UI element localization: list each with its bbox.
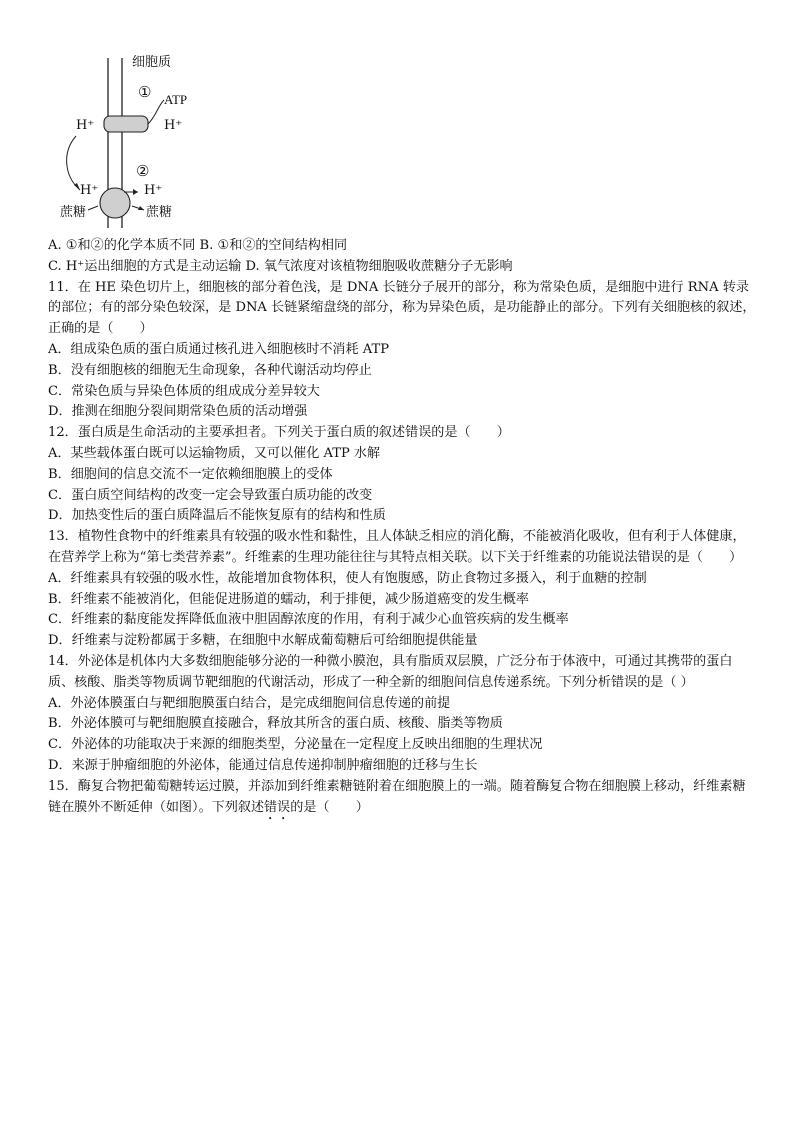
question-text xyxy=(48,236,758,823)
q10-option-c: C. H⁺运出细胞的方式是主动运输 xyxy=(48,258,242,274)
q12-option-a: A．某些载体蛋白既可以运输物质，又可以催化 ATP 水解 xyxy=(48,445,381,461)
q12-option-c: C．蛋白质空间结构的改变一定会导致蛋白质功能的改变 xyxy=(48,487,373,503)
q15-stem-emphasis: 错误 xyxy=(264,799,291,815)
protein-1-shape xyxy=(104,116,148,132)
q11-option-c: C．常染色质与异染色体质的组成成分差异较大 xyxy=(48,383,320,399)
q10-options-row-2 xyxy=(48,257,758,278)
q11-option-b: B．没有细胞核的细胞无生命现象，各种代谢活动均停止 xyxy=(48,362,372,378)
q12-option-d: D．加热变性后的蛋白质降温后不能恢复原有的结构和性质 xyxy=(48,508,386,524)
label-protein-1: ① xyxy=(138,83,152,101)
label-cytoplasm: 细胞质 xyxy=(132,55,172,70)
label-h-left-bottom: H⁺ xyxy=(80,183,99,198)
label-atp: ATP xyxy=(164,92,188,107)
q13-option-d: D．纤维素与淀粉都属于多糖，在细胞中水解成葡萄糖后可给细胞提供能量 xyxy=(48,633,478,649)
q14-stem: 14．外泌体是机体内大多数细胞能够分泌的一种微小膜泡，具有脂质双层膜，广泛分布于体液中，可通过其携带的蛋白质、核酸、脂类等物质调节靶细胞的代谢活动，形成了一种全新的细胞间信息传递系统。下列分析错误的是（ ） xyxy=(48,653,733,690)
label-h-left-top: H⁺ xyxy=(76,118,95,133)
q15-stem-before: 15．酶复合物把葡萄糖转运过膜，并添加到纤维素糖链附着在细胞膜上的一端。随着酶复合物在细胞膜上移动，纤维素糖链在膜外不断延伸（如图）。下列叙述 xyxy=(48,778,746,815)
q15-stem-after: 的是（ ） xyxy=(290,799,369,815)
q14-option-c: C．外泌体的功能取决于来源的细胞类型，分泌量在一定程度上反映出细胞的生理状况 xyxy=(48,737,543,753)
q11-option-a: A．组成染色质的蛋白质通过核孔进入细胞核时不消耗 ATP xyxy=(48,341,390,357)
q11-stem: 11．在 HE 染色切片上，细胞核的部分着色浅，是 DNA 长链分子展开的部分，称为常染色质，是细胞中进行 RNA 转录的部位；有的部分染色较深，是 DNA 长链紧缩盘绕的部分，称为异染色质，是功能静止的部分。下列有关细胞核的叙述，正确的是（ ） xyxy=(48,279,756,337)
q12-stem: 12．蛋白质是生命活动的主要承担者。下列关于蛋白质的叙述错误的是（ ） xyxy=(48,425,510,441)
q12-option-b: B．细胞间的信息交流不一定依赖细胞膜上的受体 xyxy=(48,466,333,482)
label-sucrose-left: 蔗糖 xyxy=(60,205,87,220)
q14-option-d: D．来源于肿瘤细胞的外泌体，能通过信息传递抑制肿瘤细胞的迁移与生长 xyxy=(48,757,478,773)
q14-option-a: A．外泌体膜蛋白与靶细胞膜蛋白结合，是完成细胞间信息传递的前提 xyxy=(48,695,451,711)
label-h-right-top: H⁺ xyxy=(164,118,183,133)
q13-stem: 13．植物性食物中的纤维素具有较强的吸水性和黏性，且人体缺乏相应的消化酶，不能被消化吸收，但有利于人体健康，在营养学上称为“第七类营养素”。纤维素的生理功能往往与其特点相关联。以下关于纤维素的功能说法错误的是（ ） xyxy=(48,529,746,565)
q10-options-row-1 xyxy=(48,236,758,257)
label-protein-2: ② xyxy=(136,162,150,180)
q13-option-a: A．纤维素具有较强的吸水性，故能增加食物体积，使人有饱腹感，防止食物过多摄入，利于血糖的控制 xyxy=(48,570,647,586)
label-sucrose-right: 蔗糖 xyxy=(146,205,173,220)
q14-option-b: B．外泌体膜可与靶细胞膜直接融合，释放其所含的蛋白质、核酸、脂类等物质 xyxy=(48,716,503,732)
q10-option-b: B. ①和②的空间结构相同 xyxy=(199,238,348,253)
q13-option-b: B．纤维素不能被消化，但能促进肠道的蠕动，利于排便，减少肠道癌变的发生概率 xyxy=(48,591,529,607)
q11-option-d: D．推测在细胞分裂间期常染色质的活动增强 xyxy=(48,404,308,420)
q10-option-a: A. ①和②的化学本质不同 xyxy=(48,238,196,253)
q13-option-c: C．纤维素的黏度能发挥降低血液中胆固醇浓度的作用，有利于减少心血管疾病的发生概率 xyxy=(48,612,569,628)
label-h-right-bottom: H⁺ xyxy=(144,183,163,198)
q15-stem xyxy=(48,777,758,823)
membrane-transport-figure xyxy=(52,52,222,232)
q10-option-d: D. 氧气浓度对该植物细胞吸收蔗糖分子无影响 xyxy=(245,258,513,274)
